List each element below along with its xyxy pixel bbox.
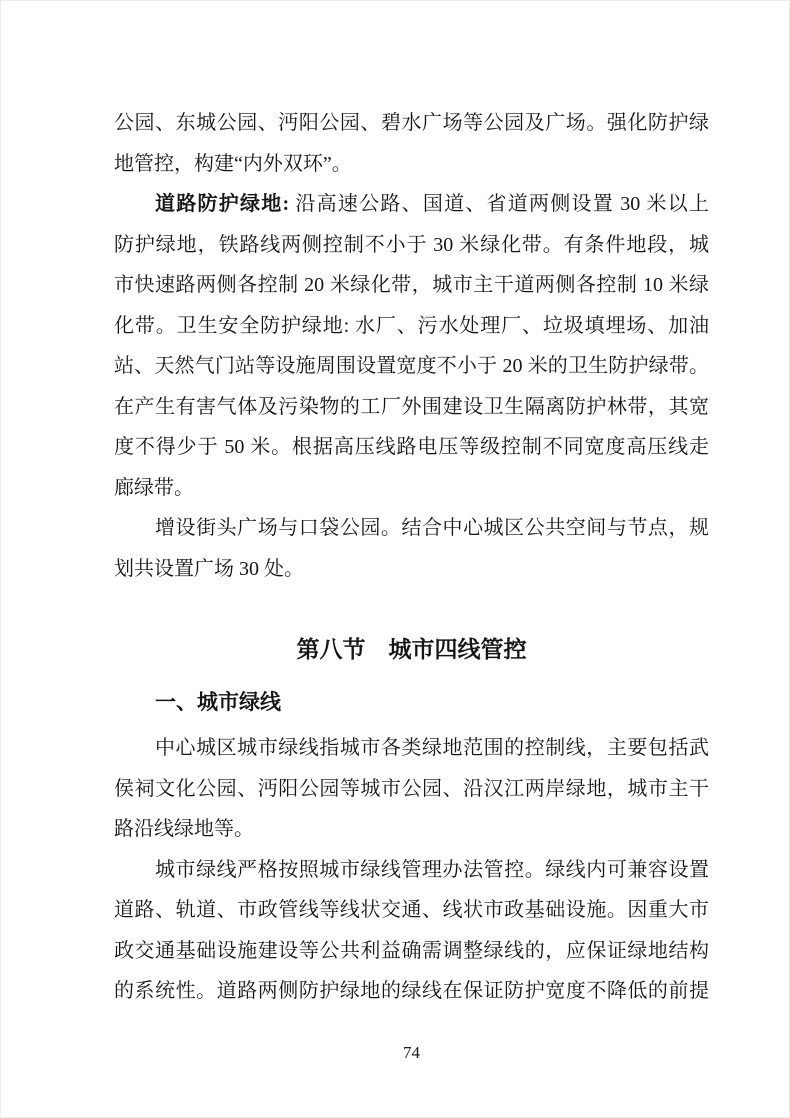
section-heading: 第八节 城市四线管控 xyxy=(296,637,527,662)
text-line: 度不得少于 50 米。根据高压线路电压等级控制不同宽度高压线走 xyxy=(114,436,709,458)
bold-run: 道路防护绿地: xyxy=(155,193,290,215)
text-column xyxy=(114,103,709,1012)
paragraph xyxy=(114,728,709,850)
paragraph xyxy=(114,184,709,508)
paragraph xyxy=(114,850,709,1012)
subsection-heading: 一、城市绿线 xyxy=(155,689,281,714)
text-line: 市快速路两侧各控制 20 米绿化带，城市主干道两侧各控制 10 米绿 xyxy=(114,274,709,296)
text-line: 道路、轨道、市政管线等线状交通、线状市政基础设施。因重大市 xyxy=(114,899,709,921)
text-line: 的系统性。道路两侧防护绿地的绿线在保证防护宽度不降低的前提 xyxy=(114,980,709,1002)
text-line: 城市绿线严格按照城市绿线管理办法管控。绿线内可兼容设置 xyxy=(155,858,709,881)
page-number: 74 xyxy=(403,1043,420,1062)
text-line: 路沿线绿地等。 xyxy=(114,818,254,840)
text-line: 政交通基础设施建设等公共利益确需调整绿线的，应保证绿地结构 xyxy=(114,939,709,962)
paragraph xyxy=(114,508,709,589)
text-line: 中心城区城市绿线指城市各类绿地范围的控制线，主要包括武 xyxy=(155,737,709,759)
text-line: 在产生有害气体及污染物的工厂外围建设卫生隔离防护林带，其宽 xyxy=(114,395,709,418)
paragraph-group-top xyxy=(114,103,709,589)
text-line: 道路防护绿地: 沿高速公路、国道、省道两侧设置 30 米以上 xyxy=(155,193,709,215)
paragraph xyxy=(114,103,709,184)
text-line: 站、天然气门站等设施周围设置宽度不小于 20 米的卫生防护绿带。 xyxy=(114,355,709,377)
text-line: 化带。卫生安全防护绿地: 水厂、污水处理厂、垃圾填埋场、加油 xyxy=(114,314,709,337)
text-line: 防护绿地，铁路线两侧控制不小于 30 米绿化带。有条件地段，城 xyxy=(114,233,709,256)
text-line: 划共设置广场 30 处。 xyxy=(114,557,304,580)
text-line: 侯祠文化公园、沔阳公园等城市公园、沿汉江两岸绿地，城市主干 xyxy=(114,777,709,800)
text-line: 公园、东城公园、沔阳公园、碧水广场等公园及广场。强化防护绿 xyxy=(114,112,709,134)
text-line: 廊绿带。 xyxy=(114,476,194,499)
paragraph-group-bottom xyxy=(114,728,709,1012)
text-line: 地管控，构建“内外双环”。 xyxy=(114,152,352,175)
text-line: 增设街头广场与口袋公园。结合中心城区公共空间与节点，规 xyxy=(155,517,709,539)
